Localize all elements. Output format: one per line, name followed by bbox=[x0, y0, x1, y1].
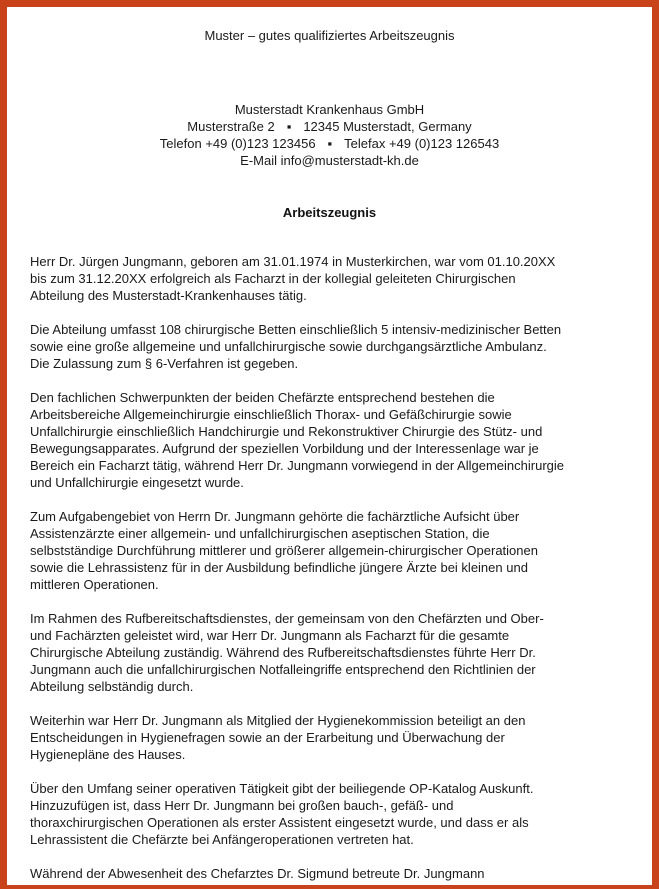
document-heading: Arbeitszeugnis bbox=[282, 205, 377, 220]
paragraph-line: Weiterhin war Herr Dr. Jungmann als Mitglied der Hygienekommission beteiligt an den bbox=[30, 713, 526, 728]
paragraph-line: Zum Aufgabengebiet von Herrn Dr. Jungmann gehörte die fachärztliche Aufsicht über bbox=[30, 509, 520, 524]
document-page bbox=[7, 7, 652, 885]
company-name: Musterstadt Krankenhaus GmbH bbox=[234, 102, 425, 117]
paragraph-line: Bewegungsapparates. Aufgrund der speziellen Vorbildung und der Interessenlage war je bbox=[30, 441, 539, 456]
paragraph-line: und Fachärzten geleistet wird, war Herr Dr. Jungmann als Facharzt für die gesamte bbox=[30, 628, 510, 643]
company-letterhead bbox=[7, 101, 652, 169]
paragraph-line: Die Abteilung umfasst 108 chirurgische Betten einschließlich 5 intensiv-medizinischer Betten bbox=[30, 322, 562, 337]
paragraph-line: Bereich ein Facharzt tätig, während Herr Dr. Jungmann vorwiegend in der Allgemeinchirurgie bbox=[30, 458, 564, 473]
paragraph-line: Lehrassistent die Chefärzte bei Anfängeroperationen vertreten hat. bbox=[30, 832, 414, 847]
paragraph-line: selbstständige Durchführung mittlerer und größerer allgemein-chirurgischer Operationen bbox=[30, 543, 538, 558]
bullet-separator: ▪ bbox=[286, 119, 292, 134]
paragraph bbox=[30, 253, 640, 304]
paragraph-line: Herr Dr. Jürgen Jungmann, geboren am 31.01.1974 in Musterkirchen, war vom 01.10.20XX bbox=[30, 254, 556, 269]
paragraph bbox=[30, 610, 640, 695]
paragraph-line: Assistenzärzte einer allgemein- und unfallchirurgischen aseptischen Station, die bbox=[30, 526, 490, 541]
paragraph-line: Chirurgische Abteilung zuständig. Während des Rufbereitschaftsdienstes führte Herr Dr. bbox=[30, 645, 536, 660]
company-fax: Telefax +49 (0)123 126543 bbox=[344, 136, 500, 151]
paragraph-line: Den fachlichen Schwerpunkten der beiden Chefärzte entsprechend bestehen die bbox=[30, 390, 495, 405]
paragraph-line: Im Rahmen des Rufbereitschaftsdienstes, der gemeinsam von den Chefärzten und Ober- bbox=[30, 611, 544, 626]
paragraph-line: mittleren Operationen. bbox=[30, 577, 159, 592]
paragraph-line: Unfallchirurgie einschließlich Handchirurgie und Rekonstruktiver Chirurgie des Stütz- und bbox=[30, 424, 543, 439]
bullet-separator: ▪ bbox=[327, 136, 333, 151]
company-city: 12345 Musterstadt, Germany bbox=[303, 119, 472, 134]
paragraph bbox=[30, 712, 640, 763]
paragraph-line: Während der Abwesenheit des Chefarztes Dr. Sigmund betreute Dr. Jungmann bbox=[30, 866, 485, 881]
paragraph-line: Hygienepläne des Hauses. bbox=[30, 747, 186, 762]
paragraph-line: sowie eine große allgemeine und unfallchirurgische sowie durchgangsärztliche Ambulanz. bbox=[30, 339, 547, 354]
paragraph-line: bis zum 31.12.20XX erfolgreich als Facharzt in der kollegial geleiteten Chirurgischen bbox=[30, 271, 516, 286]
paragraph bbox=[30, 780, 640, 848]
paragraph bbox=[30, 389, 640, 491]
document-title: Muster – gutes qualifiziertes Arbeitszeugnis bbox=[204, 28, 455, 43]
paragraph-line: Die Zulassung zum § 6-Verfahren ist gegeben. bbox=[30, 356, 299, 371]
paragraph-line: Arbeitsbereiche Allgemeinchirurgie einschließlich Thorax- und Gefäßchirurgie sowie bbox=[30, 407, 512, 422]
company-phone: Telefon +49 (0)123 123456 bbox=[159, 136, 316, 151]
paragraph-line: und Unfallchirurgie eingesetzt wurde. bbox=[30, 475, 244, 490]
paragraph-line: Jungmann auch die unfallchirurgischen Notfalleingriffe entsprechend den Richtlinien der bbox=[30, 662, 536, 677]
company-address-line bbox=[7, 118, 652, 135]
company-street: Musterstraße 2 bbox=[187, 119, 275, 134]
document-body bbox=[30, 253, 640, 885]
paragraph-line: Entscheidungen in Hygienefragen sowie an der Erarbeitung und Überwachung der bbox=[30, 730, 505, 745]
paragraph-line: thoraxchirurgischen Operationen als erster Assistent eingesetzt wurde, und dass er als bbox=[30, 815, 529, 830]
company-contact-line bbox=[7, 135, 652, 152]
paragraph-line: Hinzuzufügen ist, dass Herr Dr. Jungmann bei großen bauch-, gefäß- und bbox=[30, 798, 454, 813]
company-email: E-Mail info@musterstadt-kh.de bbox=[240, 153, 419, 168]
paragraph-line: Abteilung selbständig durch. bbox=[30, 679, 194, 694]
paragraph-line: Abteilung des Musterstadt-Krankenhauses tätig. bbox=[30, 288, 307, 303]
paragraph bbox=[30, 508, 640, 593]
paragraph-line: Über den Umfang seiner operativen Tätigkeit gibt der beiliegende OP-Katalog Auskunft. bbox=[30, 781, 534, 796]
paragraph-line: sowie die Lehrassistenz für in der Ausbildung befindliche jüngere Ärzte bei kleinen und bbox=[30, 560, 528, 575]
paragraph bbox=[30, 865, 640, 882]
paragraph bbox=[30, 321, 640, 372]
